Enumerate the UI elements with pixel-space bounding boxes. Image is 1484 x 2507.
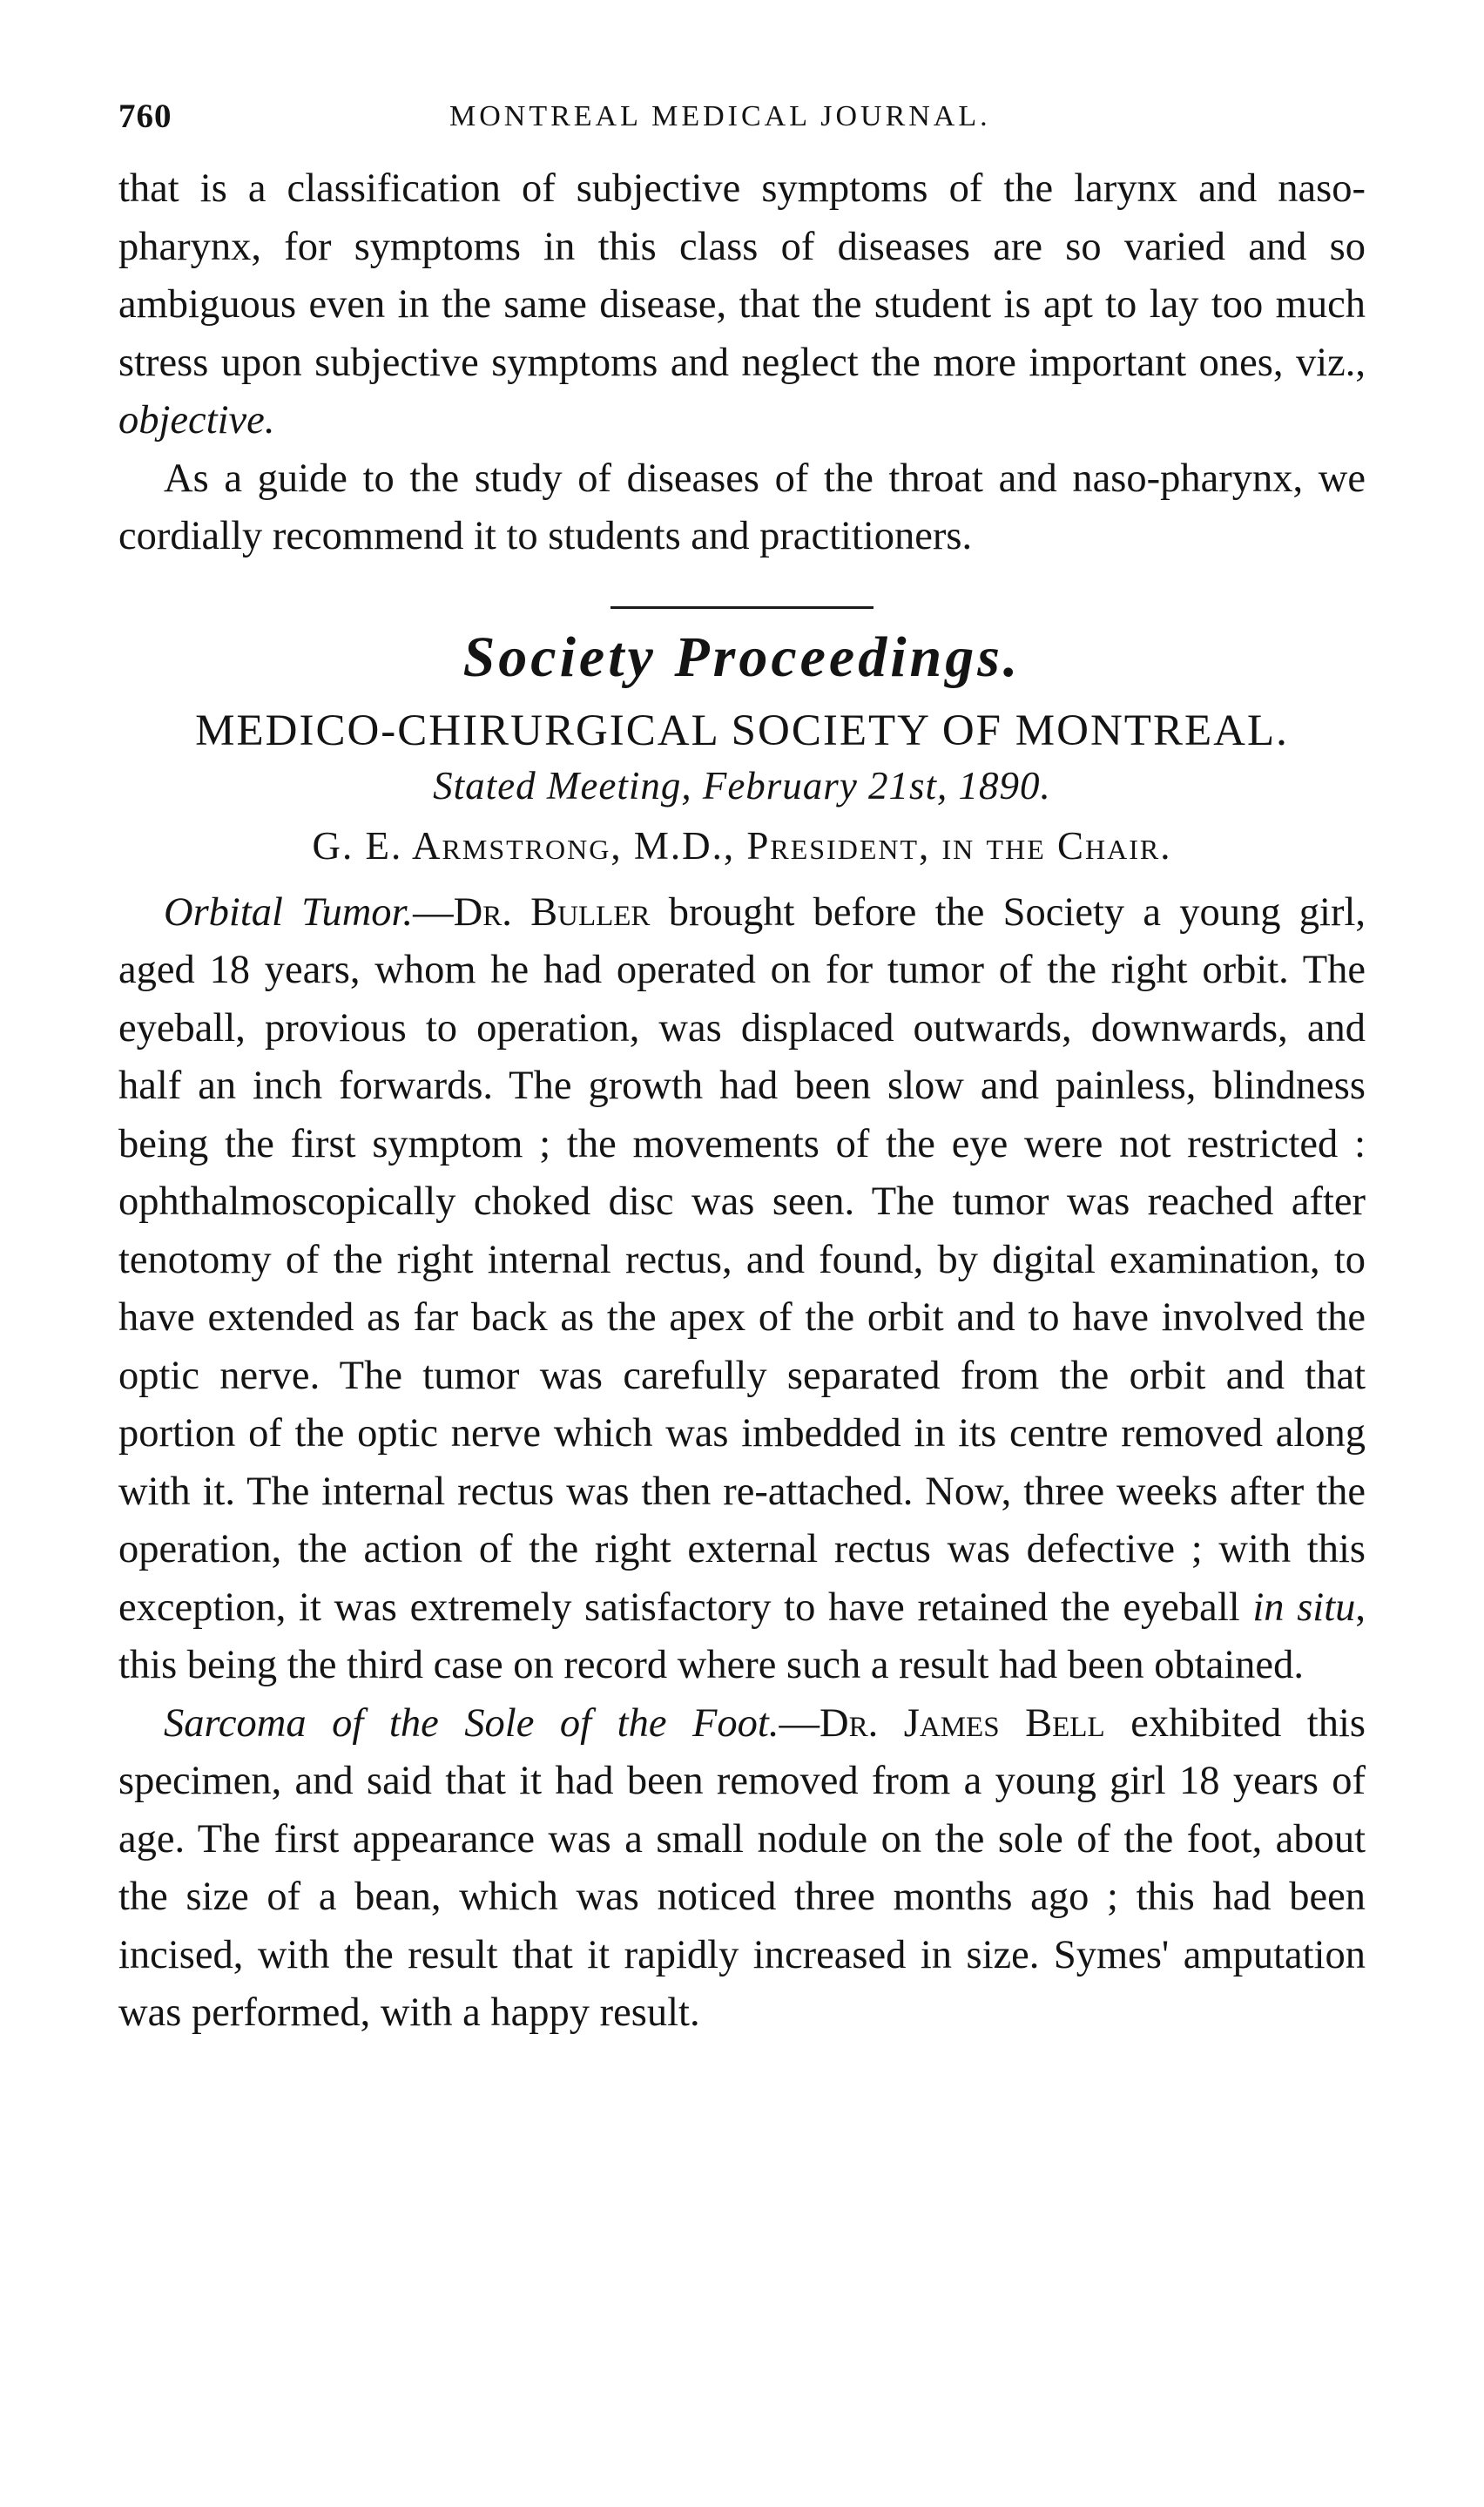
sarcoma-text: exhibited this specimen, and said that it had been removed from a young girl 18 years of age. The first appearance was a small nodule on the sole of the foot, about the size of a bean, which was noticed three months ago ; this had been incised, with the result that it rapidly increased in size. Symes' amputation was performed, with a happy result. [118,1700,1366,2035]
orbital-text-a: brought before the Society a young girl, aged 18 years, whom he had operated on for tumor of the right orbit. The eyeball, provious to operation, was displaced outwards, downwards, and half an inch forwards. The growth had been slow and painless, blindness being the first symptom ; the movements of the eye were not restricted : ophthalmoscopically choked disc was seen. The tumor was reached after tenotomy of the right internal rectus, and found, by digital examination, to have extended as far back as the apex of the orbit and to have involved the optic nerve. The tumor was carefully separated from the orbit and that portion of the optic nerve which was imbedded in its centre removed along with it. The internal rectus was then re-attached. Now, three weeks after the operation, the action of the right external rectus was defective ; with this exception, it was extremely satisfactory to have retained the eyeball [118,889,1366,1630]
orbital-text-b: , this being the third case on record where such a result had been obtained. [118,1585,1366,1687]
orbital-tumor-paragraph [118,884,1366,1695]
society-title: MEDICO-CHIRURGICAL SOCIETY OF MONTREAL. [195,706,1289,755]
review-recommendation-paragraph: As a guide to the study of diseases of the throat and naso-pharynx, we cordially recommend it to students and practitioners. [118,456,1366,558]
running-head [118,91,1366,143]
orbital-tumor-title: Orbital Tumor. [164,889,414,935]
orbital-latin-term: in situ [1252,1585,1356,1630]
review-emphasis: objective. [118,398,275,443]
sarcoma-paragraph [118,1695,1366,2043]
meeting-date: Stated Meeting, February 21st, 1890. [433,763,1051,808]
sarcoma-speaker: Dr. James Bell [819,1700,1105,1746]
review-text: that is a classification of subjective symptoms of the larynx and naso-pharynx, for symptoms in this class of diseases are so varied and so ambiguous even in the same disease, that the student is apt to lay too much stress upon subjective symptoms and neglect the more important ones, viz., [118,166,1366,385]
journal-title: MONTREAL MEDICAL JOURNAL. [449,100,991,132]
orbital-speaker: Dr. Buller [453,889,651,935]
journal-page [118,91,1366,2043]
sarcoma-dash: — [779,1700,820,1746]
page-number: 760 [118,98,172,135]
presiding-officer: G. E. Armstrong, M.D., President, in the Chair. [312,823,1172,868]
orbital-dash: — [413,889,454,935]
sarcoma-title: Sarcoma of the Sole of the Foot. [164,1700,779,1746]
section-heading: Society Proceedings. [462,625,1022,689]
review-paragraph-continued [118,160,1366,450]
section-divider [610,606,874,609]
